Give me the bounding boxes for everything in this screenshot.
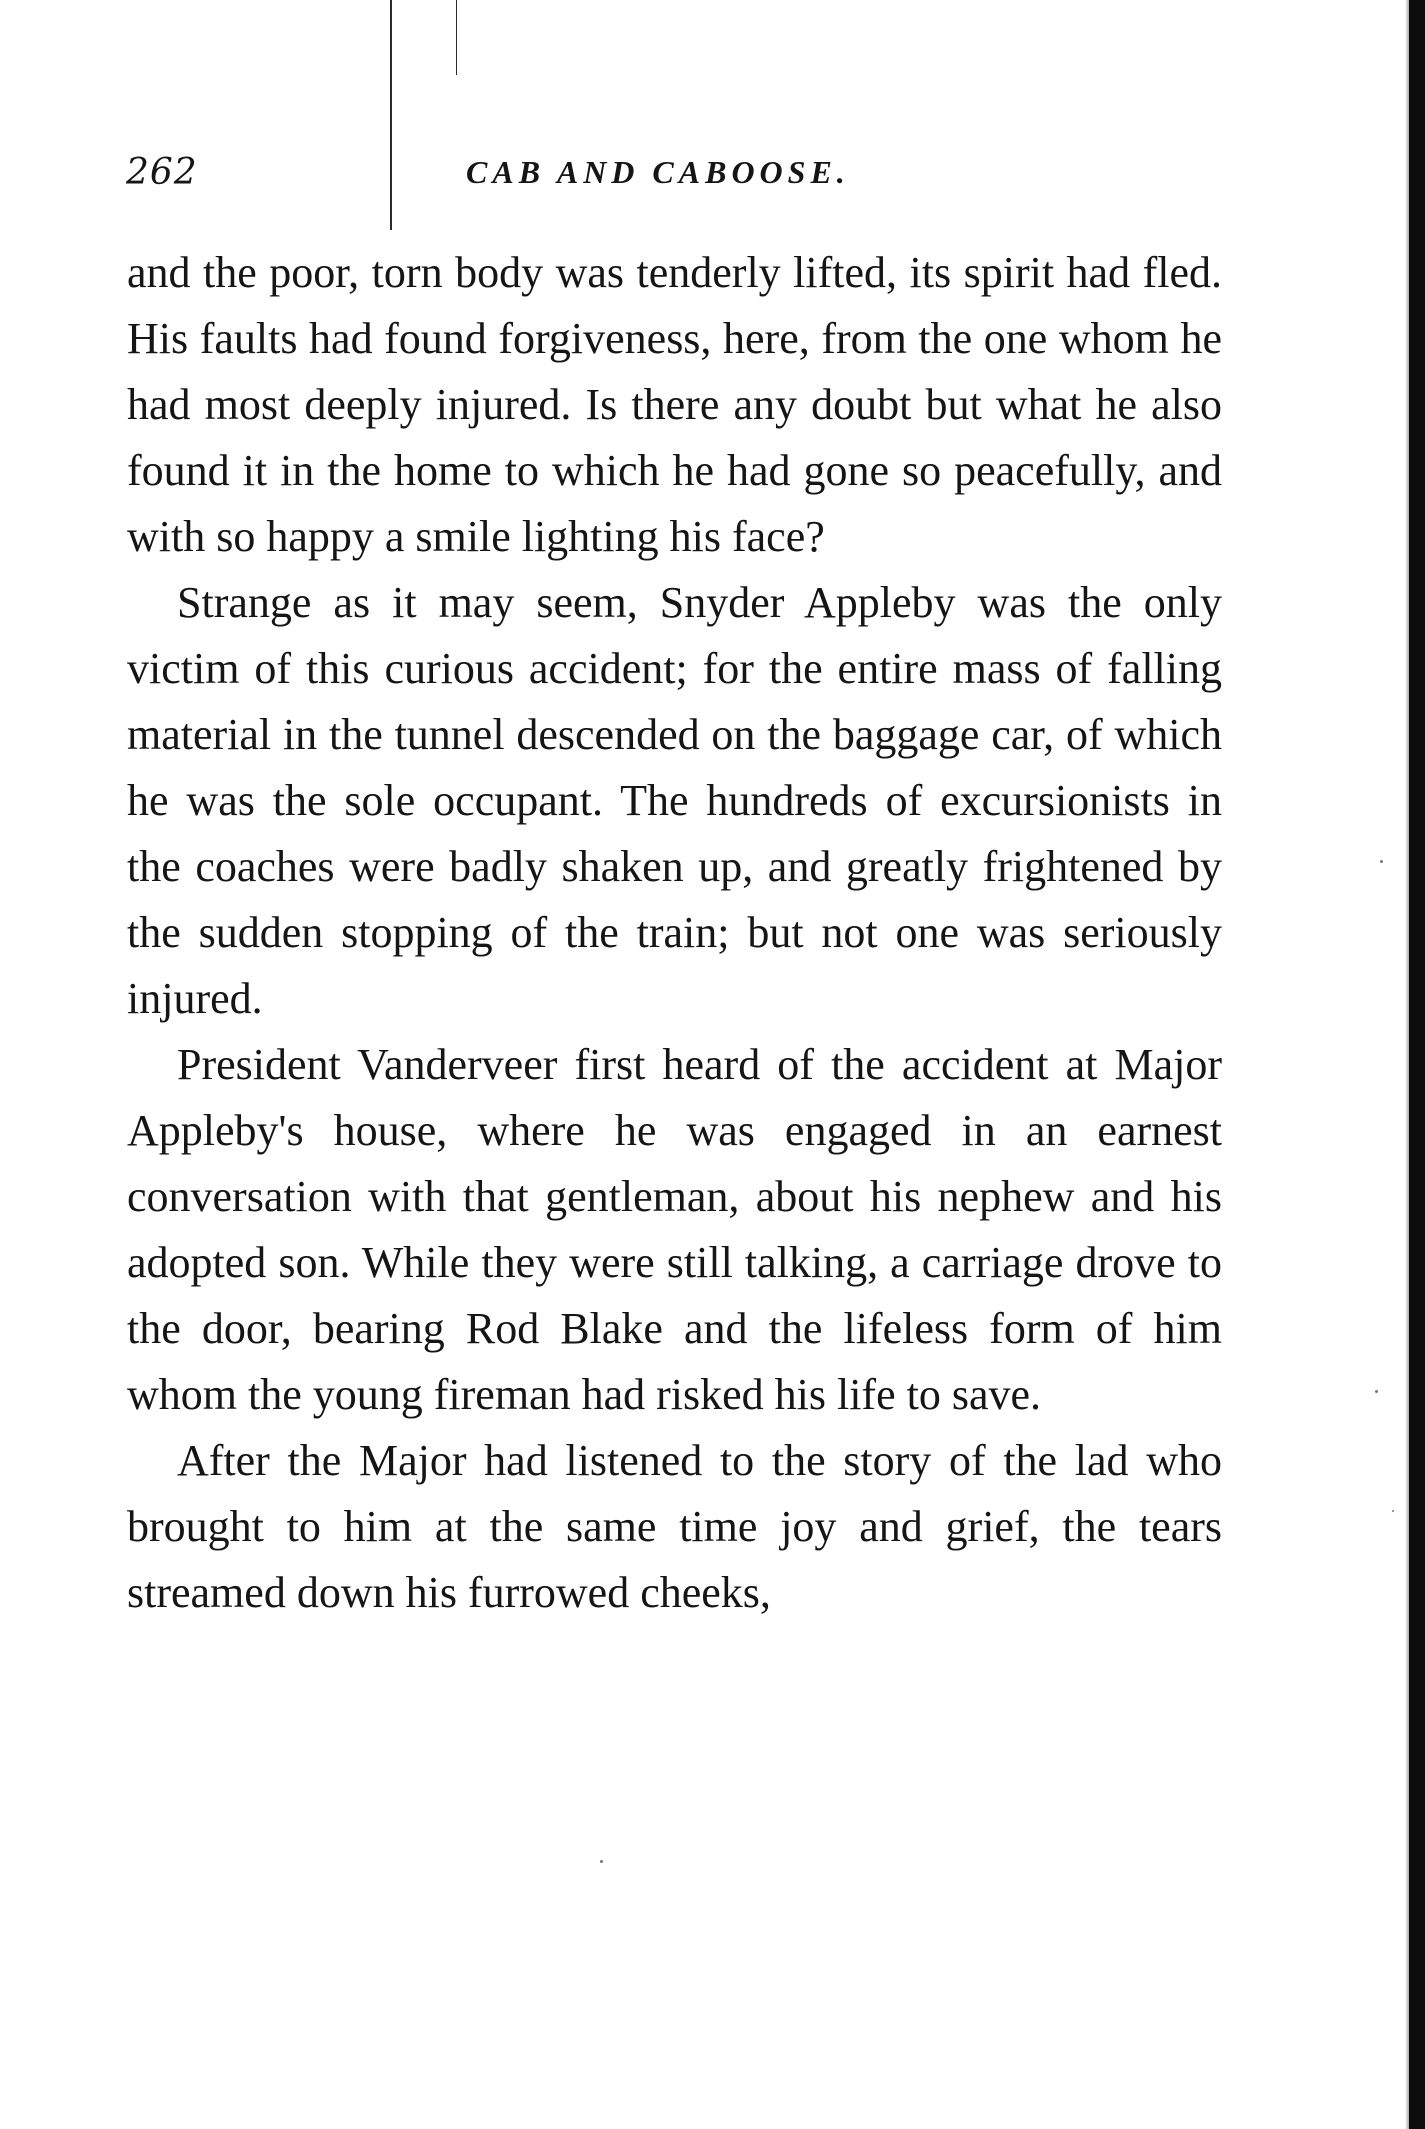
scan-edge-border xyxy=(1409,0,1425,2129)
page-number: 262 xyxy=(126,152,198,193)
running-title: CAB AND CABOOSE. xyxy=(466,154,850,190)
paragraph-continued: and the poor, torn body was tenderly lifted, its spirit had fled. His faults had found forgiveness, here, from the one whom he had most deeply injured. Is there any doubt but what he also found it in the home to which he had gone so peacefully, and with so happy a smile lighting his face? xyxy=(127,248,1222,561)
paragraph: President Vanderveer first heard of the accident at Major Appleby's house, where he was engaged in an earnest conversation with that gentleman, about his nephew and his adopted son. While they were still talking, a carriage drove to the door, bearing Rod Blake and the lifeless form of him whom the young fireman had risked his life to save. xyxy=(127,1040,1222,1419)
binding-gutter-line-short xyxy=(456,0,457,75)
running-head xyxy=(126,152,1226,212)
paragraph: After the Major had listened to the story of the lad who brought to him at the same time joy and grief, the tears streamed down his furrowed cheeks, xyxy=(127,1436,1222,1617)
scan-speck xyxy=(1392,1510,1394,1512)
paragraph: Strange as it may seem, Snyder Appleby was the only victim of this curious accident; for the entire mass of falling material in the tunnel descended on the baggage car, of which he was the sole occupant. The hundreds of excursionists in the coaches were badly shaken up, and greatly frightened by the sudden stopping of the train; but not one was seriously injured. xyxy=(127,578,1222,1023)
body-text xyxy=(127,240,1222,1626)
scan-speck xyxy=(600,1860,603,1863)
scan-speck xyxy=(1375,1390,1378,1393)
scan-speck xyxy=(1380,860,1383,863)
